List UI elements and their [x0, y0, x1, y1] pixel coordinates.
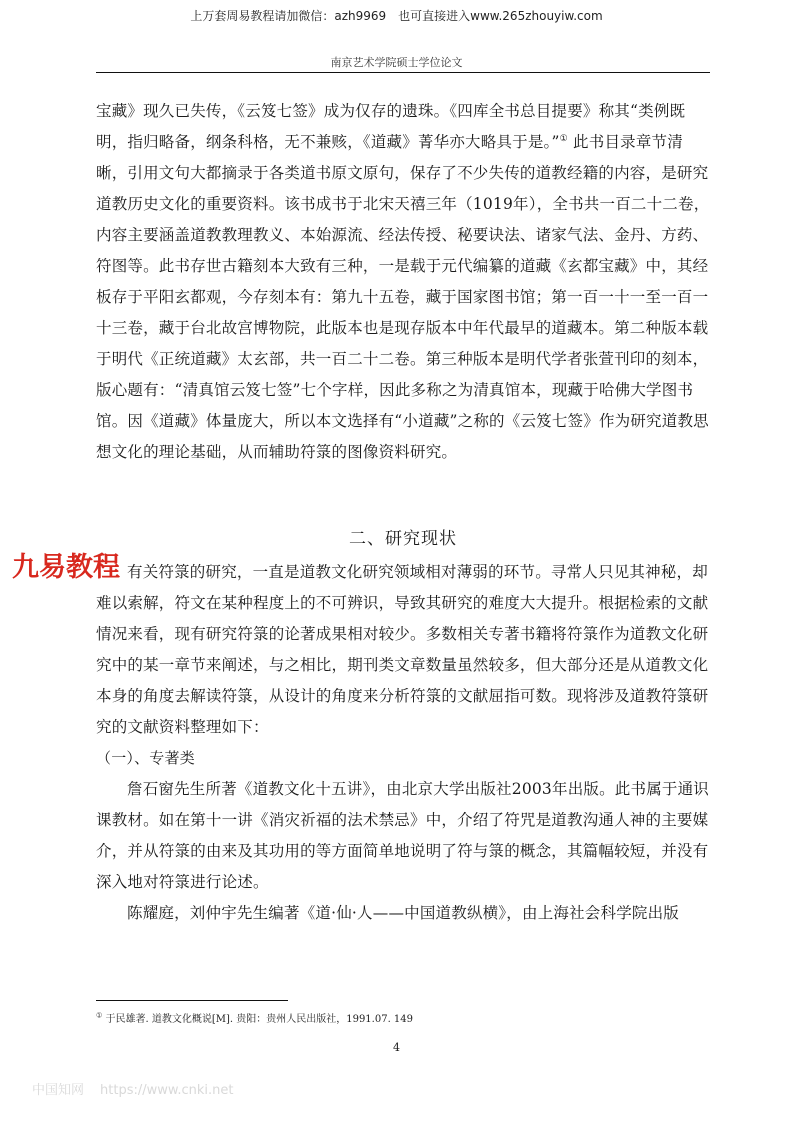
- paragraph-1-rest: 此书目录章节清晰，引用文句大都摘录于各类道书原文原句，保存了不少失传的道教经籍的内容，是研究道教历史文化的重要资料。该书成书于北宋天禧三年（1019年），全书共一百二十二卷，内容主要涵盖道教教理教义、本始源流、经法传授、秘要诀法、诸家气法、金丹、方药、符图等。此书存世古籍刻本大致有三种，一是载于元代编纂的道藏《玄都宝藏》中，其经板存于平阳玄都观，今存刻本有：第九十五卷，藏于国家图书馆；第一百一十一至一百一十三卷，藏于台北故宫博物院，此版本也是现存版本中年代最早的道藏本。第二种版本载于明代《正统道藏》太玄部，共一百二十二卷。第三种版本是明代学者张萱刊印的刻本，版心题有：“清真馆云笈七签”七个字样，因此多称之为清真馆本，现藏于哈佛大学图书馆。因《道藏》体量庞大，所以本文选择有“小道藏”之称的《云笈七签》作为研究道教思想文化的理论基础，从而辅助符箓的图像资料研究。: [96, 133, 710, 461]
- watermark-cnki-name: 中国知网: [32, 1083, 85, 1098]
- footnote-rule: [96, 1000, 288, 1001]
- header-rule: [96, 72, 710, 73]
- footnote-text: 于民雄著. 道教文化概说[M]. 贵阳：贵州人民出版社，1991.07. 149: [102, 1014, 414, 1025]
- watermark-logo-red: 九易教程: [12, 545, 120, 584]
- paragraph-3: 詹石窗先生所著《道教文化十五讲》，由北京大学出版社2003年出版。此书属于通识课教材。如在第十一讲《消灾祈福的法术禁忌》中，介绍了符咒是道教沟通人神的主要媒介，并从符箓的由来及其功用的等方面简单地说明了符与箓的概念，其篇幅较短，并没有深入地对符箓进行论述。: [96, 780, 709, 891]
- running-header: 南京艺术学院硕士学位论文: [330, 56, 463, 69]
- paragraph-2: 有关符箓的研究，一直是道教文化研究领域相对薄弱的环节。寻常人只见其神秘，却难以索解，符文在某种程度上的不可辨识，导致其研究的难度大大提升。根据检索的文献情况来看，现有研究符箓的论著成果相对较少。多数相关专著书籍将符箓作为道教文化研究中的某一章节来阐述，与之相比，期刊类文章数量虽然较多，但大部分还是从道教文化本身的角度去解读符箓，从设计的角度来分析符箓的文献屈指可数。现将涉及道教符箓研究的文献资料整理如下：: [96, 563, 709, 736]
- section-body: [96, 557, 714, 929]
- page-number: 4: [393, 1041, 400, 1054]
- paragraph-1-text: 宝藏》现久已失传，《云笈七签》成为仅存的遗珠。《四库全书总目提要》称其“类例既明，指归略备，纲条科格，无不兼赅，《道藏》菁华亦大略具于是。”: [96, 102, 686, 151]
- paragraph-1: [96, 96, 714, 468]
- paragraph-4: 陈耀庭，刘仲宇先生编著《道·仙·人——中国道教纵横》，由上海社会科学院出版: [127, 904, 680, 922]
- watermark-cnki: [32, 1079, 249, 1098]
- body-paragraph-continued: [96, 96, 714, 468]
- section-heading: 二、研究现状: [349, 529, 457, 549]
- footnote-reference[interactable]: ①: [559, 133, 568, 144]
- subheading-monographs: （一）、专著类: [96, 749, 195, 767]
- footnote: [96, 1010, 413, 1025]
- watermark-cnki-url: https://www.cnki.net: [100, 1083, 234, 1098]
- footnote-marker: ①: [96, 1011, 103, 1020]
- top-banner: 上万套周易教程请加微信：azh9969 也可直接进入www.265zhouyiw.com: [190, 9, 603, 23]
